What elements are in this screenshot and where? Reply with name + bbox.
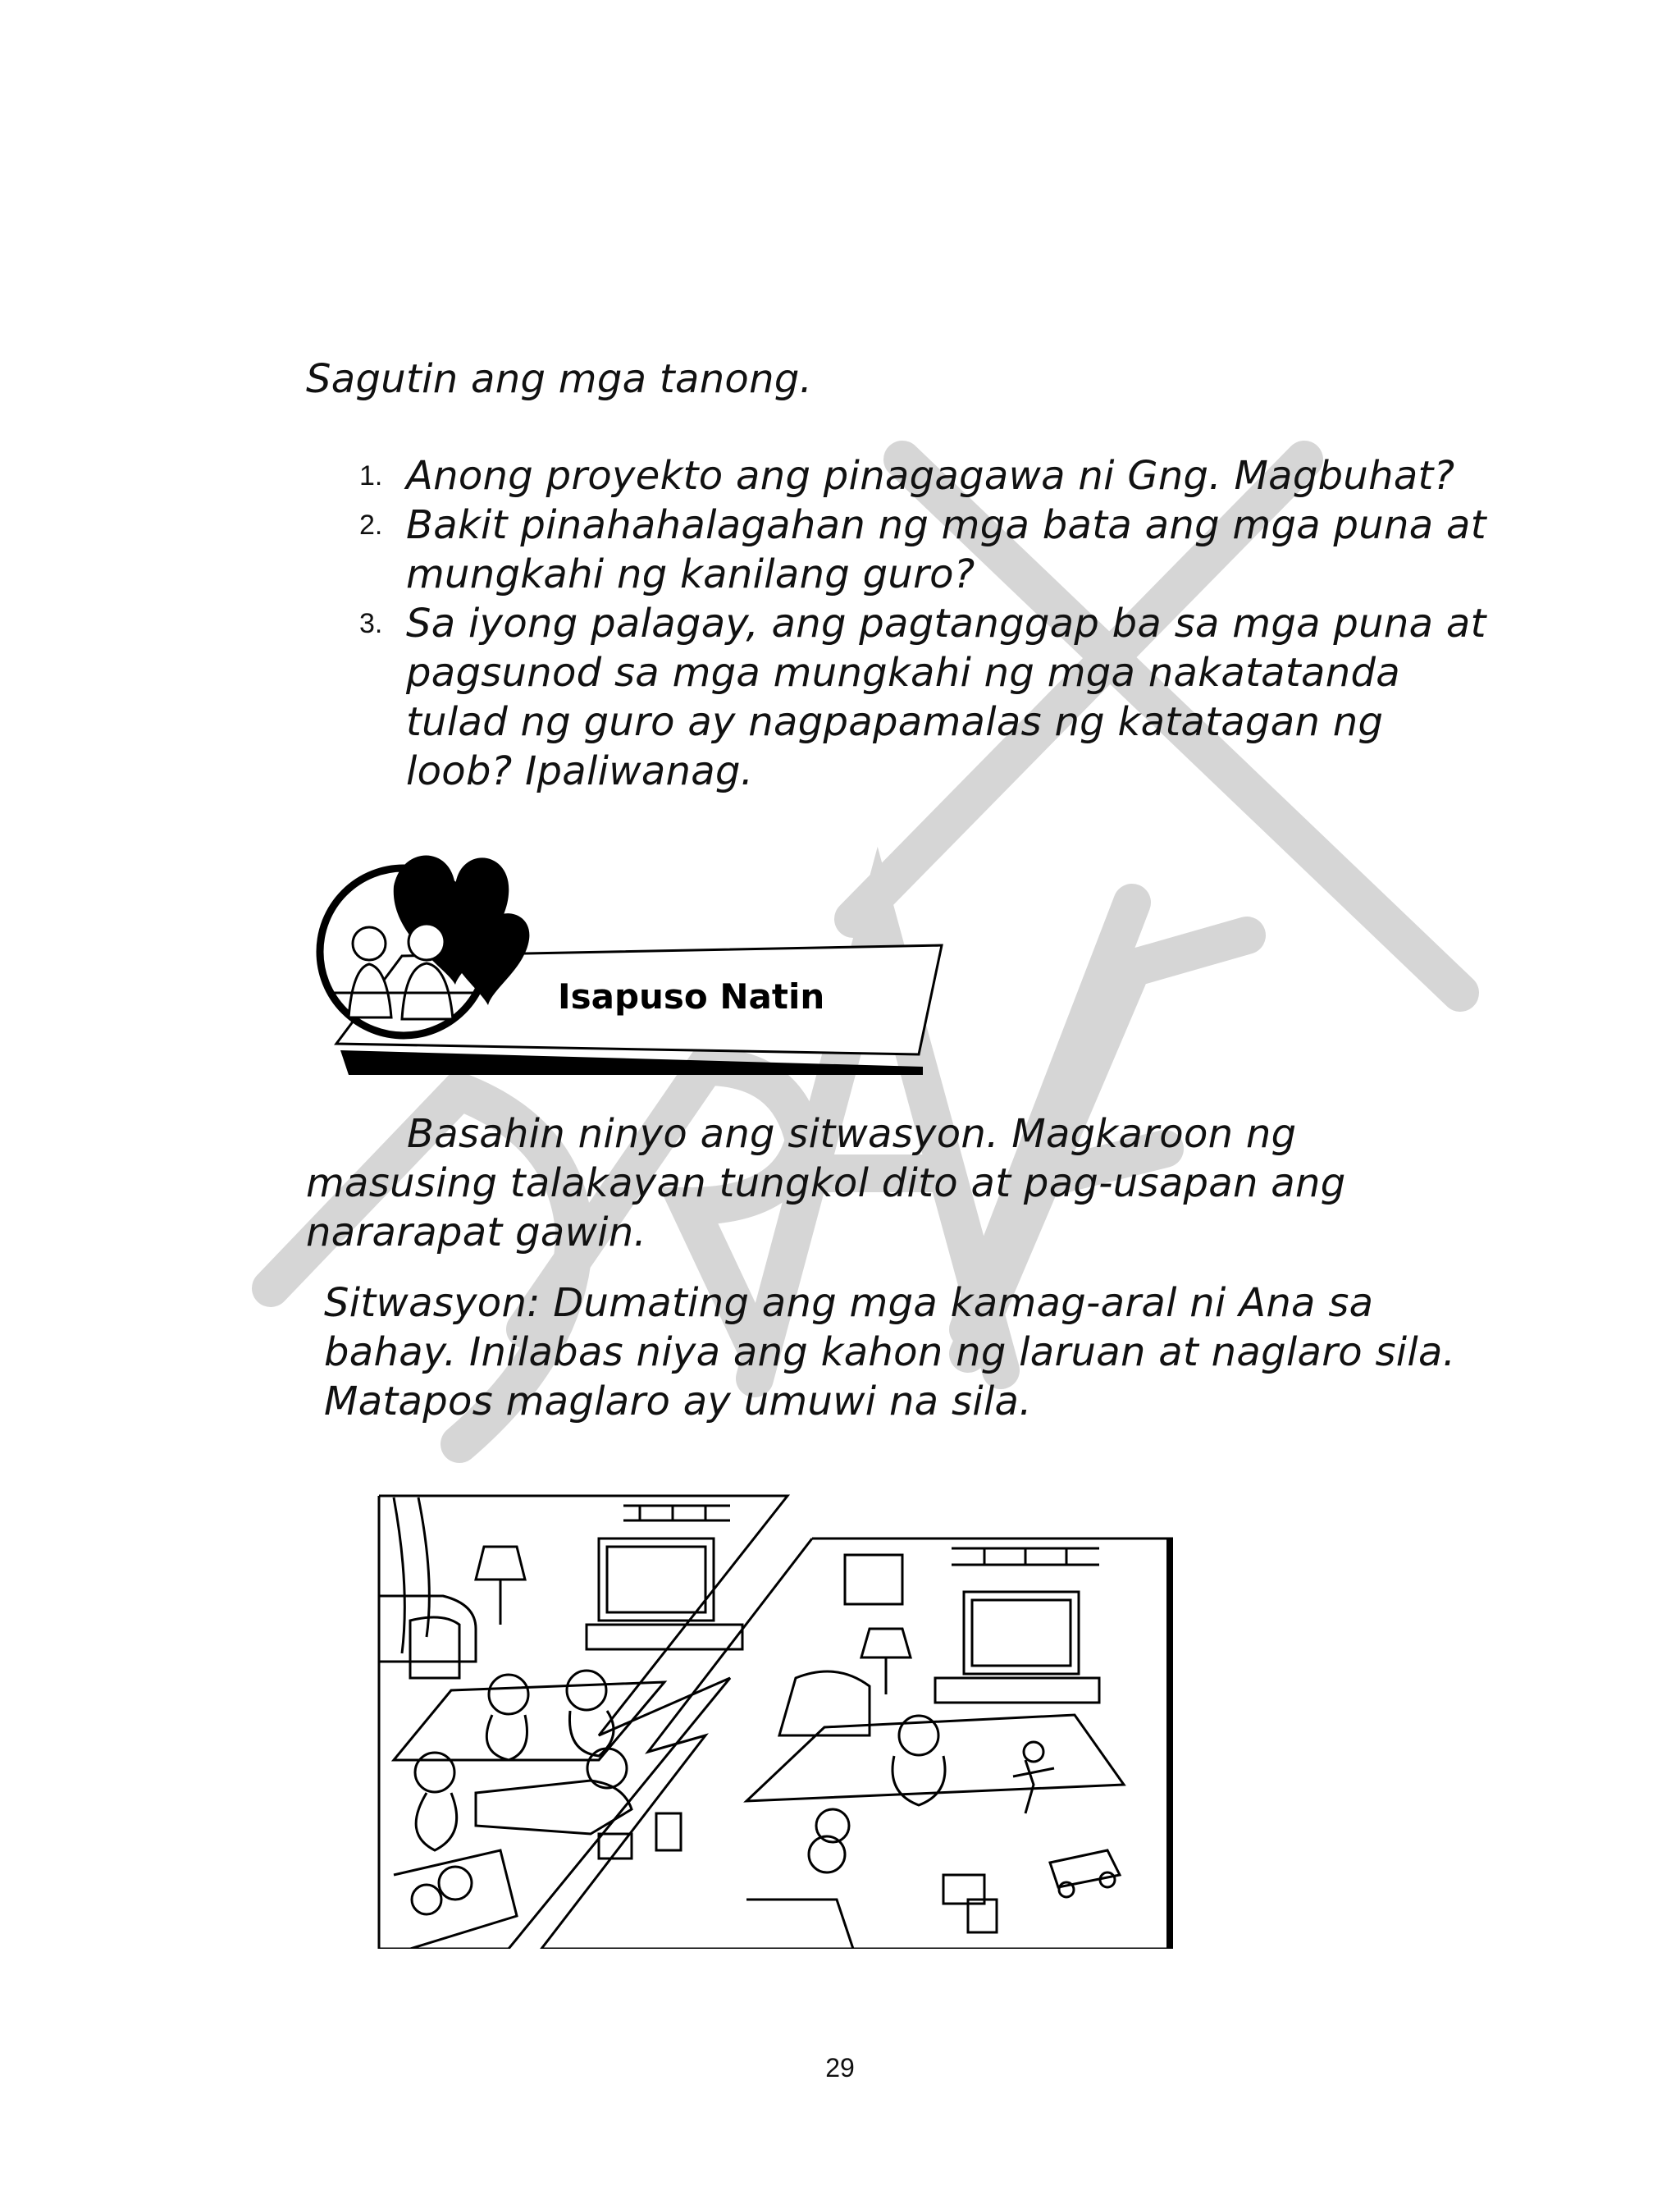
section-banner [312, 829, 952, 1075]
question-item [359, 501, 1491, 599]
question-text: Bakit pinahahalagahan ng mga bata ang mga puna at mungkahi ng kanilang guro? [406, 502, 1486, 597]
question-number: 2. [359, 510, 383, 541]
living-room-illustration [377, 1489, 1173, 1949]
section-title: Isapuso Natin [558, 976, 825, 1017]
situation-text: Sitwasyon: Dumating ang mga kamag-aral ni Ana sa bahay. Inilabas niya ang kahon ng laruan at naglaro sila. Matapos maglaro ay umuwi na sila. [324, 1280, 1456, 1424]
page-number: 29 [825, 2053, 855, 2083]
question-text: Anong proyekto ang pinagagawa ni Gng. Magbuhat? [406, 453, 1455, 499]
question-list [359, 451, 1491, 796]
discussion-paragraph: Basahin ninyo ang sitwasyon. Magkaroon ng masusing talakayan tungkol dito at pag-usapan ang nararapat gawin. [306, 1111, 1346, 1255]
question-number: 1. [359, 460, 383, 491]
question-text: Sa iyong palagay, ang pagtanggap ba sa mga puna at pagsunod sa mga mungkahi ng mga nakatatanda tulad ng guro ay nagpapamalas ng katatagan ng loob? Ipaliwanag. [406, 601, 1486, 794]
instruction-text: Sagutin ang mga tanong. [306, 356, 813, 402]
question-item [359, 451, 1491, 501]
question-item [359, 599, 1491, 796]
question-number: 3. [359, 608, 383, 639]
